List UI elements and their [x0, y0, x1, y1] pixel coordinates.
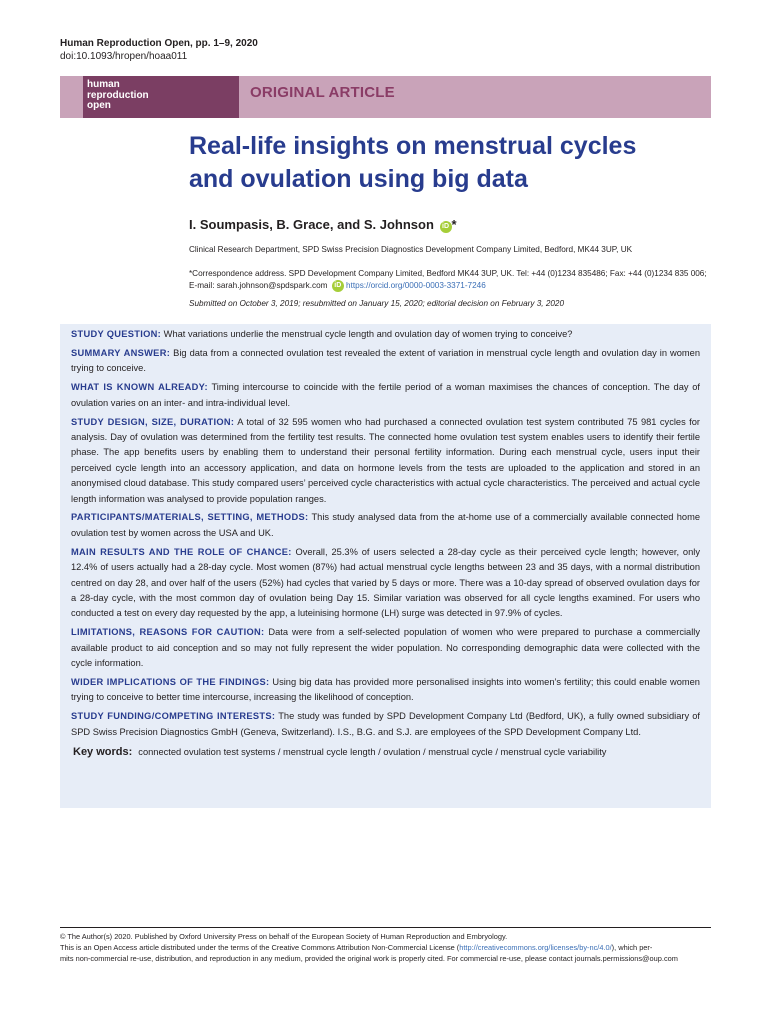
- footer-divider: [60, 927, 711, 928]
- keywords: [71, 744, 700, 760]
- logo-line: reproduction: [87, 89, 149, 101]
- abstract-text: The study was funded by SPD Development Company Ltd (Bedford, UK), a fully owned subsidiary of SPD Swiss Precision Diagnostics GmbH (Geneva, Switzerland). I.S., B.G. and S.J. are employees of the SPD Development Company Ltd.: [71, 711, 701, 737]
- submission-dates: Submitted on October 3, 2019; resubmitted on January 15, 2020; editorial decision on February 3, 2020: [189, 299, 565, 308]
- correspondence: [189, 268, 713, 292]
- correspondence-text: *Correspondence address. SPD Development Company Limited, Bedford MK44 3UP, UK. Tel: +44 (0)1234 835486; Fax: +44 (0)1234 835 006; E-mail: sarah.johnson@spdspark.com: [189, 269, 707, 290]
- author-list: [189, 217, 457, 233]
- abstract-heading: STUDY QUESTION:: [71, 329, 162, 339]
- abstract-heading: WHAT IS KNOWN ALREADY:: [71, 382, 208, 393]
- orcid-icon[interactable]: iD: [440, 221, 452, 233]
- license-line: [60, 942, 720, 953]
- abstract-section: [71, 346, 700, 377]
- journal-logo: [83, 76, 239, 118]
- abstract-text: What variations underlie the menstrual cycle length and ovulation day of women trying to conceive?: [163, 329, 573, 339]
- orcid-icon[interactable]: iD: [332, 280, 344, 292]
- abstract-section: [71, 415, 700, 507]
- abstract-text: This study analysed data from the at-home use of a commercially available connected home ovulation test by women across the USA and UK.: [71, 512, 700, 538]
- abstract-heading: PARTICIPANTS/MATERIALS, SETTING, METHODS:: [71, 512, 309, 523]
- license-link[interactable]: http://creativecommons.org/licenses/by-nc/4.0/: [459, 943, 612, 952]
- abstract-section: [71, 327, 700, 342]
- authors-text: I. Soumpasis, B. Grace, and S. Johnson: [189, 217, 434, 232]
- abstract-text: Timing intercourse to coincide with the fertile period of a woman maximises the chances of conception. The day of ovulation varies on an inter- and intra-individual level.: [71, 382, 700, 408]
- abstract-heading: STUDY FUNDING/COMPETING INTERESTS:: [71, 711, 276, 722]
- abstract-heading: MAIN RESULTS AND THE ROLE OF CHANCE:: [71, 546, 292, 557]
- abstract-text: Using big data has provided more personalised insights into women’s fertility; this could enable women trying to conceive to better time intercourse, increasing the likelihood of conception.: [71, 677, 700, 703]
- copyright-line: © The Author(s) 2020. Published by Oxford University Press on behalf of the European Society of Human Reproduction and Embryology.: [60, 932, 508, 941]
- abstract-section: [71, 625, 700, 671]
- abstract-heading: SUMMARY ANSWER:: [71, 347, 171, 358]
- structured-abstract: [60, 324, 711, 808]
- keywords-label: Key words:: [73, 745, 133, 758]
- keywords-text: connected ovulation test systems / menstrual cycle length / ovulation / menstrual cycle / menstrual cycle variability: [138, 746, 607, 757]
- orcid-link[interactable]: https://orcid.org/0000-0003-3371-7246: [346, 281, 486, 290]
- article-title: [189, 130, 709, 196]
- permissions-line: mits non-commercial re-use, distribution, and reproduction in any medium, provided the original work is properly cited. For commercial re-use, please contact journals.permissions@oup.com: [60, 954, 678, 963]
- journal-citation: Human Reproduction Open, pp. 1–9, 2020: [60, 38, 258, 49]
- article-type-banner: [60, 76, 711, 118]
- logo-line: open: [87, 100, 111, 111]
- abstract-heading: STUDY DESIGN, SIZE, DURATION:: [71, 416, 235, 427]
- license-text: This is an Open Access article distributed under the terms of the Creative Commons Attribution Non-Commercial License (: [60, 943, 460, 952]
- abstract-section: [71, 380, 700, 411]
- abstract-text: Big data from a connected ovulation test revealed the extent of variation in menstrual cycle length and ovulation day in women trying to conceive.: [71, 347, 700, 374]
- abstract-text: A total of 32 595 women who had purchased a connected ovulation test system contributed 75 981 cycles for analysis. Day of ovulation was determined from the fertility test results. The connected home ovulation test system enables users to identify their fertile phase. The app benefits users by enabling them to understand their personal fertility information. During each menstrual cycle, users input their perceived cycle length into an accessory application, and data on hormone levels from the tests are uploaded to the application and stored in an anonymised cloud database. This study compared users’ perceived cycle characteristics with actual cycle characteristics. The perceived and actual cycle length information was analysed to provide population ranges.: [71, 416, 700, 504]
- abstract-section: [71, 675, 700, 706]
- title-line: Real-life insights on menstrual cycles: [189, 132, 637, 160]
- abstract-text: Data were from a self-selected population of women who were prepared to purchase a commercially available product to aid conception and so may not fully represent the wider population. No corresponding demographic data were collected with the cycle information.: [71, 627, 700, 669]
- abstract-section: [71, 510, 700, 541]
- abstract-section: [71, 709, 700, 740]
- abstract-section: [71, 545, 700, 622]
- abstract-heading: WIDER IMPLICATIONS OF THE FINDINGS:: [71, 677, 270, 688]
- title-line: and ovulation using big data: [189, 165, 528, 193]
- abstract-heading: LIMITATIONS, REASONS FOR CAUTION:: [71, 627, 265, 638]
- corresponding-mark: *: [451, 217, 457, 232]
- copyright-footer: [60, 931, 720, 964]
- affiliation: Clinical Research Department, SPD Swiss Precision Diagnostics Development Company Limited, Bedford, MK44 3UP, UK: [189, 245, 633, 254]
- section-label: ORIGINAL ARTICLE: [250, 84, 395, 101]
- doi: doi:10.1093/hropen/hoaa011: [60, 51, 188, 62]
- license-text: ), which per-: [611, 943, 653, 952]
- abstract-text: Overall, 25.3% of users selected a 28-day cycle as their perceived cycle length; however, only 12.4% of users actually had a 28-day cycle. Most women (87%) had actual menstrual cycle lengths between 23 and 35 days, with a normal distribution centred on day 28, and over half of the users (52%) had cycles that varied by 5 days or more. There was a 10-day spread of observed ovulation days for a 28-day cycle, with the most common day of ovulation being Day 15. Similar variation was observed for all cycle lengths examined. For users who conducted a test on every day requested by the app, a luteinising hormone (LH) surge was detected in 97.9% of cycles.: [71, 546, 700, 619]
- journal-header: [60, 37, 258, 63]
- logo-line: human: [87, 79, 120, 90]
